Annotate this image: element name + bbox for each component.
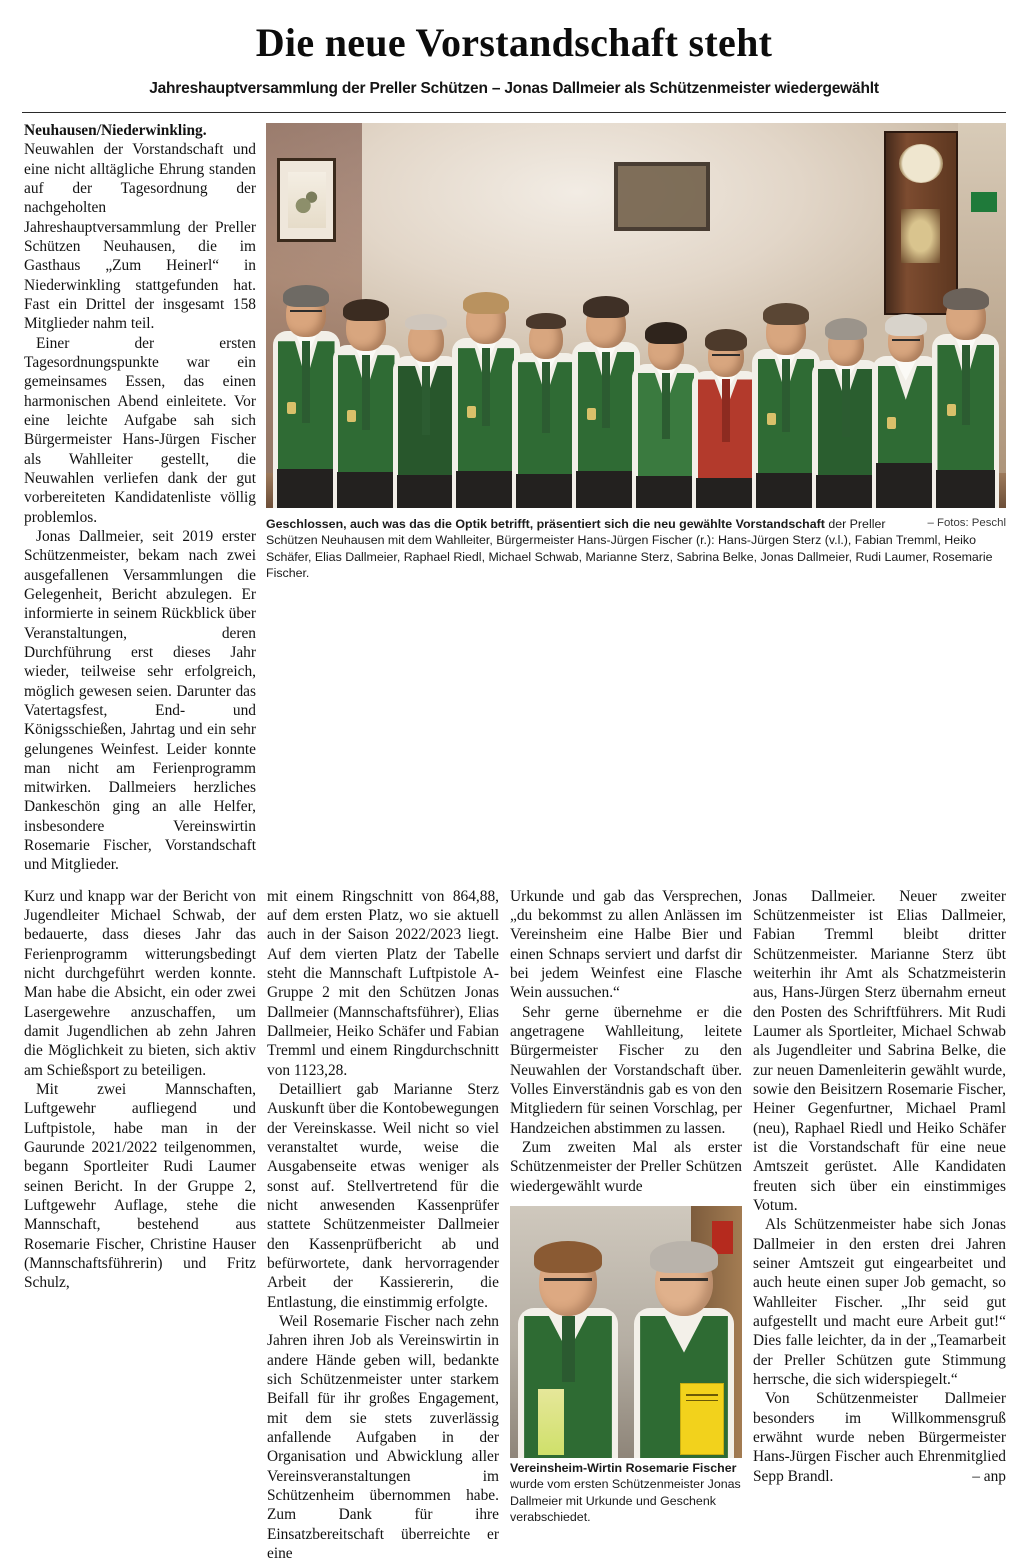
- caption-lead: Vereinsheim-Wirtin Rosemarie Fischer: [510, 1461, 737, 1476]
- certificate-icon: [680, 1383, 724, 1455]
- paragraph: Einer der ersten Tagesordnungspunkte war ein gemeinsames Essen, das einen harmonischen Abend einleitete. Vor eine leichte Aufgabe sah sich Bürgermeister Hans-Jürgen Fischer als Wahlleiter gestellt, die Neuwahlen verliefen dank der gut vorbereiteten Kandidatenliste völlig problemlos.: [24, 334, 256, 526]
- paragraph: Detailliert gab Marianne Sterz Auskunft über die Kontobewegungen der Vereinskasse. Weil nicht so viel veranstaltet wurde, weise die Ausgabenseite etwas weniger als sonst auf. Stellvertretend für die nicht anwesenden Kassenprüfer stattete Schützenmeister Dallmeier den Kassenprüfbericht ab und befürwortete, dank hervorragender Arbeit der Kassiererin, die Entlastung, die einstimmig erfolgte.: [267, 1081, 499, 1311]
- page-title: Die neue Vorstandschaft steht: [255, 20, 773, 65]
- caption-lead: Geschlossen, auch was das die Optik betrifft, präsentiert sich die neu gewählte Vorstandschaft: [266, 517, 825, 531]
- secondary-photo: [510, 1206, 742, 1458]
- photo-person: [572, 231, 639, 508]
- lower-columns: [0, 875, 1028, 1563]
- paragraph: Zum zweiten Mal als erster Schützenmeister der Preller Schützen wiedergewählt wurde: [510, 1139, 742, 1195]
- paragraph: Mit zwei Mannschaften, Luftgewehr aufliegend und Luftpistole, habe man in der Gaurunde 2021/2022 teilgenommen, begann Sportleiter Rudi Laumer seinen Bericht. In der Gruppe 2, Luftgewehr Auflage, stehe die Mannschaft, bestehend aus Rosemarie Fischer, Christine Hauser (Mannschaftsführerin) und Fritz Schulz,: [24, 1081, 256, 1292]
- caption-text: der Preller Schützen Neuhausen mit dem Wahlleiter, Bürgermeister Hans-Jürgen Fischer (r.): Hans-Jürgen Sterz (v.l.), Fabian Tremml, Heiko Schäfer, Elias Dallmeier, Raphael Riedl, Michael Schwab, Marianne Sterz, Sabrina Belke, Jonas Dallmeier, Rudi Laumer, Rosemarie Fischer.: [266, 517, 993, 581]
- group-photo: [266, 123, 1006, 508]
- paragraph: Sehr gerne übernehme er die angetragene Wahlleitung, leitete Bürgermeister Fischer zu den Neuwahlen der Vorstandschaft über. Volles Einverständnis gab es von den Mitgliedern für seinen Vorschlag, per Handzeichen abstimmen zu lassen.: [510, 1003, 742, 1137]
- dateline: Neuhausen/Niederwinkling.: [24, 122, 207, 139]
- article-subtitle: Jahreshauptversammlung der Preller Schützen – Jonas Dallmeier als Schützenmeister wiedergewählt: [149, 80, 879, 97]
- secondary-photo-caption: [510, 1460, 742, 1526]
- photo-people-row: [266, 200, 1006, 508]
- column-2: [267, 887, 499, 1563]
- photo-person: [812, 262, 879, 508]
- photo-person: [273, 212, 340, 508]
- paragraph: mit einem Ringschnitt von 864,88, auf dem ersten Platz, wo sie aktuell auch in der Saison 2022/2023 liegt. Auf dem vierten Platz der Tabelle steht die Mannschaft Luftpistole A-Gruppe 2 mit den Schützen Jonas Dallmeier (Mannschaftsführer), Elias Dallmeier, Heiko Schäfer und Fabian Tremml und einem Ringdurchschnitt von 1123,28.: [267, 887, 499, 1079]
- photo-person: [512, 249, 579, 508]
- photo-person: [752, 243, 819, 508]
- lead-paragraph-text: Neuwahlen der Vorstandschaft und eine nicht alltägliche Ehrung standen auf der Tagesordnung der nachgeholten Jahreshauptversammlung der Preller Schützen Neuhausen, die im Gasthaus „Zum Heinerl“ in Niederwinkling stattgefunden hat. Fast ein Drittel der insgesamt 158 Mitglieder nahm teil.: [24, 141, 256, 333]
- lead-paragraph: [24, 121, 256, 334]
- paragraph: [753, 1389, 1006, 1486]
- photo-person: [333, 237, 400, 508]
- photo-person-wirtin: [626, 1224, 742, 1458]
- photo-person: [632, 268, 699, 508]
- paragraph: Urkunde und gab das Versprechen, „du bekommst zu allen Anlässen im Vereinsheim eine Halbe Bier und einen Schnaps serviert und darfst dir bei jedem Weinfest eine Flasche Wein aussuchen.“: [510, 887, 742, 1002]
- column-3: [510, 887, 742, 1526]
- paragraph-text: Von Schützenmeister Dallmeier besonders im Willkommensgruß erwähnt wurde neben Bürgermeister Hans-Jürgen Fischer auch Ehrenmitglied Sepp Brandl.: [753, 1390, 1006, 1485]
- photo-person: [692, 280, 759, 508]
- photo-person: [393, 255, 460, 508]
- column-4: [753, 887, 1006, 1486]
- photo-person-schuetzenmeister: [510, 1224, 626, 1458]
- caption-text: wurde vom ersten Schützenmeister Jonas Dallmeier mit Urkunde und Geschenk verabschiedet.: [510, 1477, 741, 1525]
- photo-credit: – Fotos: Peschl: [927, 517, 1006, 529]
- main-photo-block: [266, 121, 1006, 582]
- paragraph: Weil Rosemarie Fischer nach zehn Jahren ihren Job als Vereinswirtin in andere Hände geben will, bedankte sich Schützenmeister unter starkem Beifall für ihr großes Engagement, mit dem sie stets zuverlässig anfallende Aufgaben in der Organisation und Abwicklung aller Vereinsveranstaltungen im Schützenheim übernommen habe. Zum Dank für ihre Einsatzbereitschaft überreichte er eine: [267, 1313, 499, 1562]
- paragraph: Jonas Dallmeier, seit 2019 erster Schützenmeister, bekam nach zwei ausgefallenen Versammlungen die Gelegenheit, Bericht abzulegen. Er informierte in seinem Rückblick über Veranstaltungen, deren Durchführung erst dieses Jahr wieder, teilweise sehr erfolgreich, möglich gewesen seien. Darunter das Vatertagsfest, End- und Königsschießen, Jahrtag und ein sehr gelungenes Weinfest. Leider konnte man nicht am Ferienprogramm mitwirken. Dallmeiers herzliches Dankeschön ging an alle Helfer, insbesondere Vereinswirtin Rosemarie Fischer, Vorstandschaft und Mitglieder.: [24, 527, 256, 874]
- photo-person: [872, 255, 939, 508]
- photo-person: [932, 218, 999, 508]
- lead-column: [24, 121, 256, 875]
- paragraph: Kurz und knapp war der Bericht von Jugendleiter Michael Schwab, der bedauerte, dass dieses Jahr das Ferienprogramm witterungsbedingt nicht durchgeführt werden konnte. Man habe die Absicht, ein oder zwei Lasergewehre anzuschaffen, um damit Jugendlichen ab zehn Jahren die Möglichkeit zu bieten, sich aktiv am Schießsport zu beteiligen.: [24, 887, 256, 1079]
- paragraph: Jonas Dallmeier. Neuer zweiter Schützenmeister ist Elias Dallmeier, Fabian Tremml bleibt dritter Schützenmeister. Marianne Sterz übt weiterhin ihr Amt als Schatzmeisterin aus, Hans-Jürgen Sterz übernahm erneut den Posten des Schriftführers. Mit Rudi Laumer als Sportleiter, Michael Schwab als Jugendleiter und Sabrina Belke, die zur neuen Damenleiterin gewählt wurde, sowie den Beisitzern Rosemarie Fischer, Heiner Gegenfurtner, Michael Praml (neu), Raphael Riedl und Heiko Schäfer ist die Vorstandschaft für eine neue Amtszeit gerüstet. Alle Kandidaten freuten sich über ein einstimmiges Votum.: [753, 887, 1006, 1215]
- column-1-continued: [24, 887, 256, 1293]
- main-photo-caption: [266, 508, 1006, 582]
- upper-section: [0, 113, 1028, 875]
- photo-person: [452, 225, 519, 508]
- byline: – anp: [972, 1467, 1006, 1485]
- paragraph: Als Schützenmeister habe sich Jonas Dallmeier in den ersten drei Jahren seiner Amtszeit gut eingearbeitet und auch heute einen super Job gemacht, so Wahlleiter Fischer. „Ihr seid gut aufgestellt und macht eure Arbeit gut!“ Dies falle leichter, da in der „Teamarbeit der Preller Schützen gute Stimmung herrsche, die sich widerspiegelt.“: [753, 1216, 1006, 1388]
- photo-people: [510, 1206, 742, 1458]
